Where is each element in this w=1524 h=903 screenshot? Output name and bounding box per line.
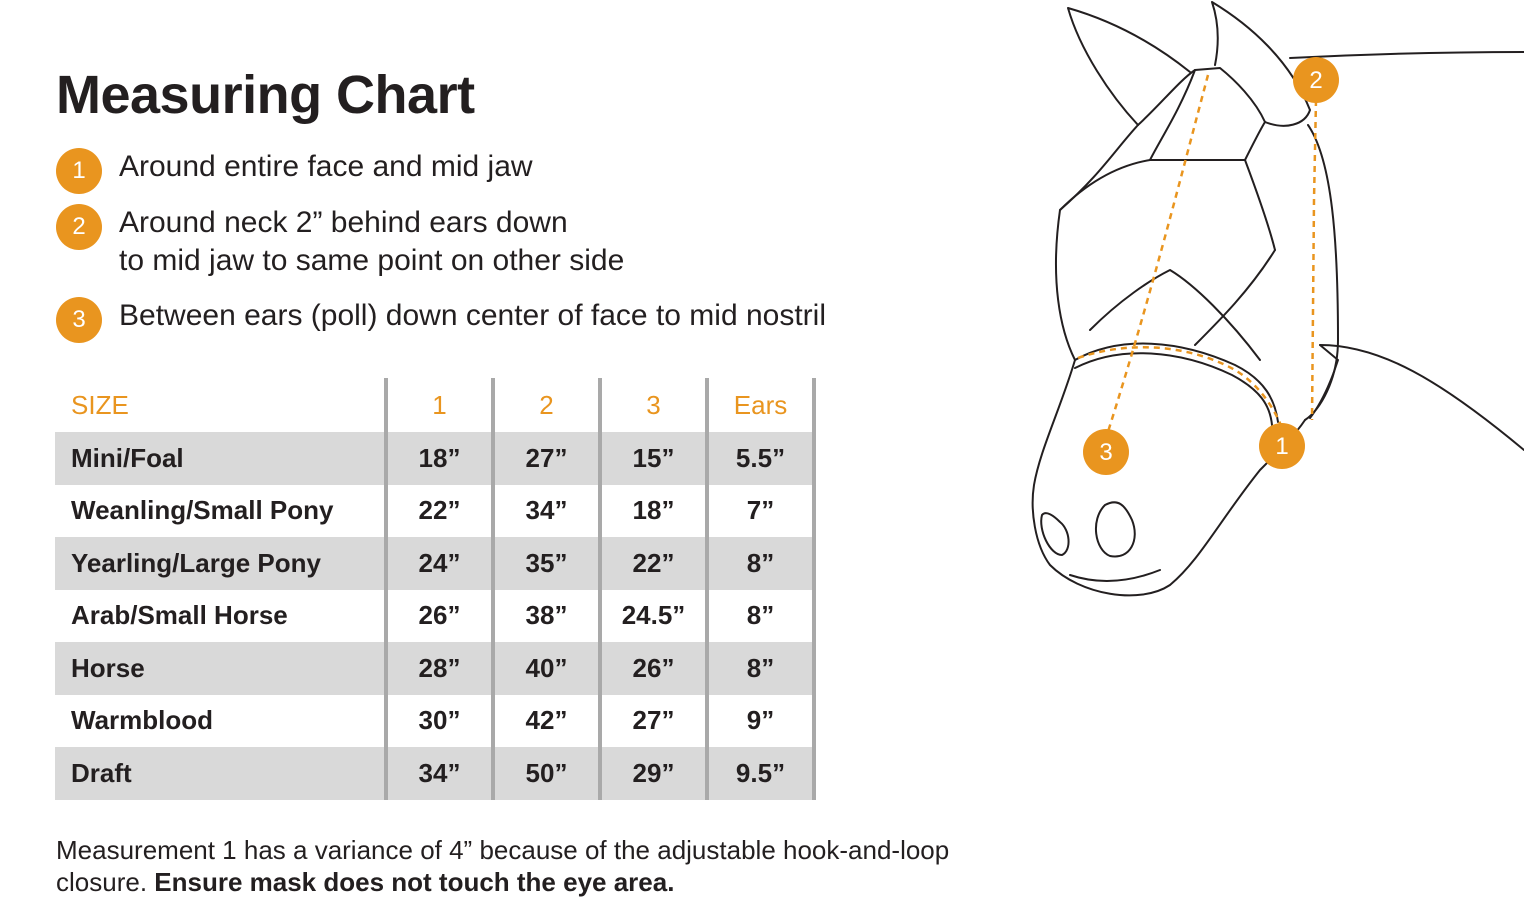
ears-cell: 8” bbox=[707, 642, 814, 695]
size-name: Horse bbox=[55, 642, 386, 695]
header-ears: Ears bbox=[707, 378, 814, 432]
table-row bbox=[55, 432, 814, 485]
noseband-top bbox=[1075, 344, 1278, 422]
measure-line-2 bbox=[1312, 100, 1316, 420]
ears-cell: 8” bbox=[707, 537, 814, 590]
measure-line-3 bbox=[1106, 75, 1208, 438]
step-badge-1: 1 bbox=[56, 148, 102, 194]
instruction-text-1: Around entire face and mid jaw bbox=[119, 150, 533, 183]
footnote-warning: Ensure mask does not touch the eye area. bbox=[154, 867, 675, 897]
mask-panel-top bbox=[1060, 160, 1275, 250]
marker-1 bbox=[1259, 423, 1305, 469]
marker-1-label: 1 bbox=[1275, 433, 1289, 460]
marker-2 bbox=[1293, 57, 1339, 103]
instruction-1 bbox=[56, 148, 533, 194]
ears-cell: 8” bbox=[707, 590, 814, 643]
measure-1-cell: 28” bbox=[386, 642, 493, 695]
horse-head-diagram bbox=[1020, 0, 1524, 620]
header-measure-2: 2 bbox=[493, 378, 600, 432]
mouth-line bbox=[1070, 570, 1160, 581]
measure-1-cell: 24” bbox=[386, 537, 493, 590]
measure-2-cell: 42” bbox=[493, 695, 600, 748]
neck-bottom-line bbox=[1320, 345, 1524, 450]
size-name: Mini/Foal bbox=[55, 432, 386, 485]
size-name: Draft bbox=[55, 747, 386, 800]
measure-3-cell: 27” bbox=[600, 695, 707, 748]
size-name: Weanling/Small Pony bbox=[71, 495, 334, 526]
mask-seam-2 bbox=[1245, 122, 1265, 160]
measure-1-cell: 18” bbox=[386, 432, 493, 485]
measure-2-cell: 40” bbox=[493, 642, 600, 695]
ears-cell: 9.5” bbox=[707, 747, 814, 800]
nostril-right bbox=[1096, 502, 1135, 556]
measure-3-cell: 18” bbox=[600, 485, 707, 538]
measure-1-cell: 26” bbox=[386, 590, 493, 643]
measure-3-cell: 29” bbox=[600, 747, 707, 800]
measure-2-cell: 34” bbox=[493, 485, 600, 538]
measure-3-cell: 22” bbox=[600, 537, 707, 590]
size-name: Warmblood bbox=[71, 705, 214, 736]
nostril-left bbox=[1041, 513, 1068, 555]
measure-2-cell: 38” bbox=[493, 590, 600, 643]
measure-2-cell: 27” bbox=[493, 432, 600, 485]
ears-cell: 5.5” bbox=[707, 432, 814, 485]
table-row bbox=[55, 642, 814, 695]
ears-cell: 9” bbox=[707, 695, 814, 748]
size-name: Arab/Small Horse bbox=[71, 600, 288, 631]
marker-3-label: 3 bbox=[1099, 439, 1113, 466]
table-header-row bbox=[55, 378, 814, 432]
instruction-text-2: Around neck 2” behind ears down to mid jaw to same point on other side bbox=[119, 206, 625, 277]
footnote bbox=[56, 834, 956, 898]
measure-3-cell: 24.5” bbox=[600, 590, 707, 643]
neck-top-line bbox=[1290, 52, 1524, 58]
measure-lines bbox=[1078, 75, 1316, 438]
mask-seam-3 bbox=[1195, 250, 1275, 345]
measure-3-cell: 15” bbox=[600, 432, 707, 485]
measure-1-cell: 22” bbox=[386, 485, 493, 538]
table-row bbox=[55, 747, 814, 800]
measure-3-cell: 26” bbox=[600, 642, 707, 695]
mask-seam-1 bbox=[1150, 70, 1195, 160]
right-ear bbox=[1212, 2, 1310, 126]
table-row bbox=[55, 695, 814, 748]
step-badge-3: 3 bbox=[56, 297, 102, 343]
marker-3 bbox=[1083, 429, 1129, 475]
measure-2-cell: 35” bbox=[493, 537, 600, 590]
face-front bbox=[1033, 125, 1305, 595]
page-title: Measuring Chart bbox=[56, 65, 475, 125]
table-row bbox=[55, 590, 814, 643]
header-measure-1: 1 bbox=[386, 378, 493, 432]
noseband-bottom bbox=[1075, 353, 1272, 425]
throat-strap bbox=[1310, 345, 1338, 418]
size-name: Yearling/Large Pony bbox=[55, 537, 386, 590]
table-row bbox=[55, 485, 814, 538]
measure-1-cell: 34” bbox=[386, 747, 493, 800]
size-table bbox=[55, 378, 816, 800]
table-row bbox=[55, 537, 814, 590]
header-size: SIZE bbox=[71, 389, 129, 420]
instruction-3 bbox=[56, 297, 826, 343]
instruction-text-3: Between ears (poll) down center of face to mid nostril bbox=[119, 299, 827, 332]
measure-1-cell: 30” bbox=[386, 695, 493, 748]
step-badge-2: 2 bbox=[56, 204, 102, 250]
instruction-2 bbox=[56, 204, 624, 280]
header-measure-3: 3 bbox=[600, 378, 707, 432]
measure-2-cell: 50” bbox=[493, 747, 600, 800]
footnote-text: Measurement 1 has a variance of 4” because of the adjustable hook-and-loop closure. bbox=[56, 835, 950, 897]
marker-2-label: 2 bbox=[1309, 67, 1323, 94]
left-ear bbox=[1068, 8, 1190, 125]
horse-outline bbox=[1033, 2, 1524, 595]
ears-cell: 7” bbox=[707, 485, 814, 538]
